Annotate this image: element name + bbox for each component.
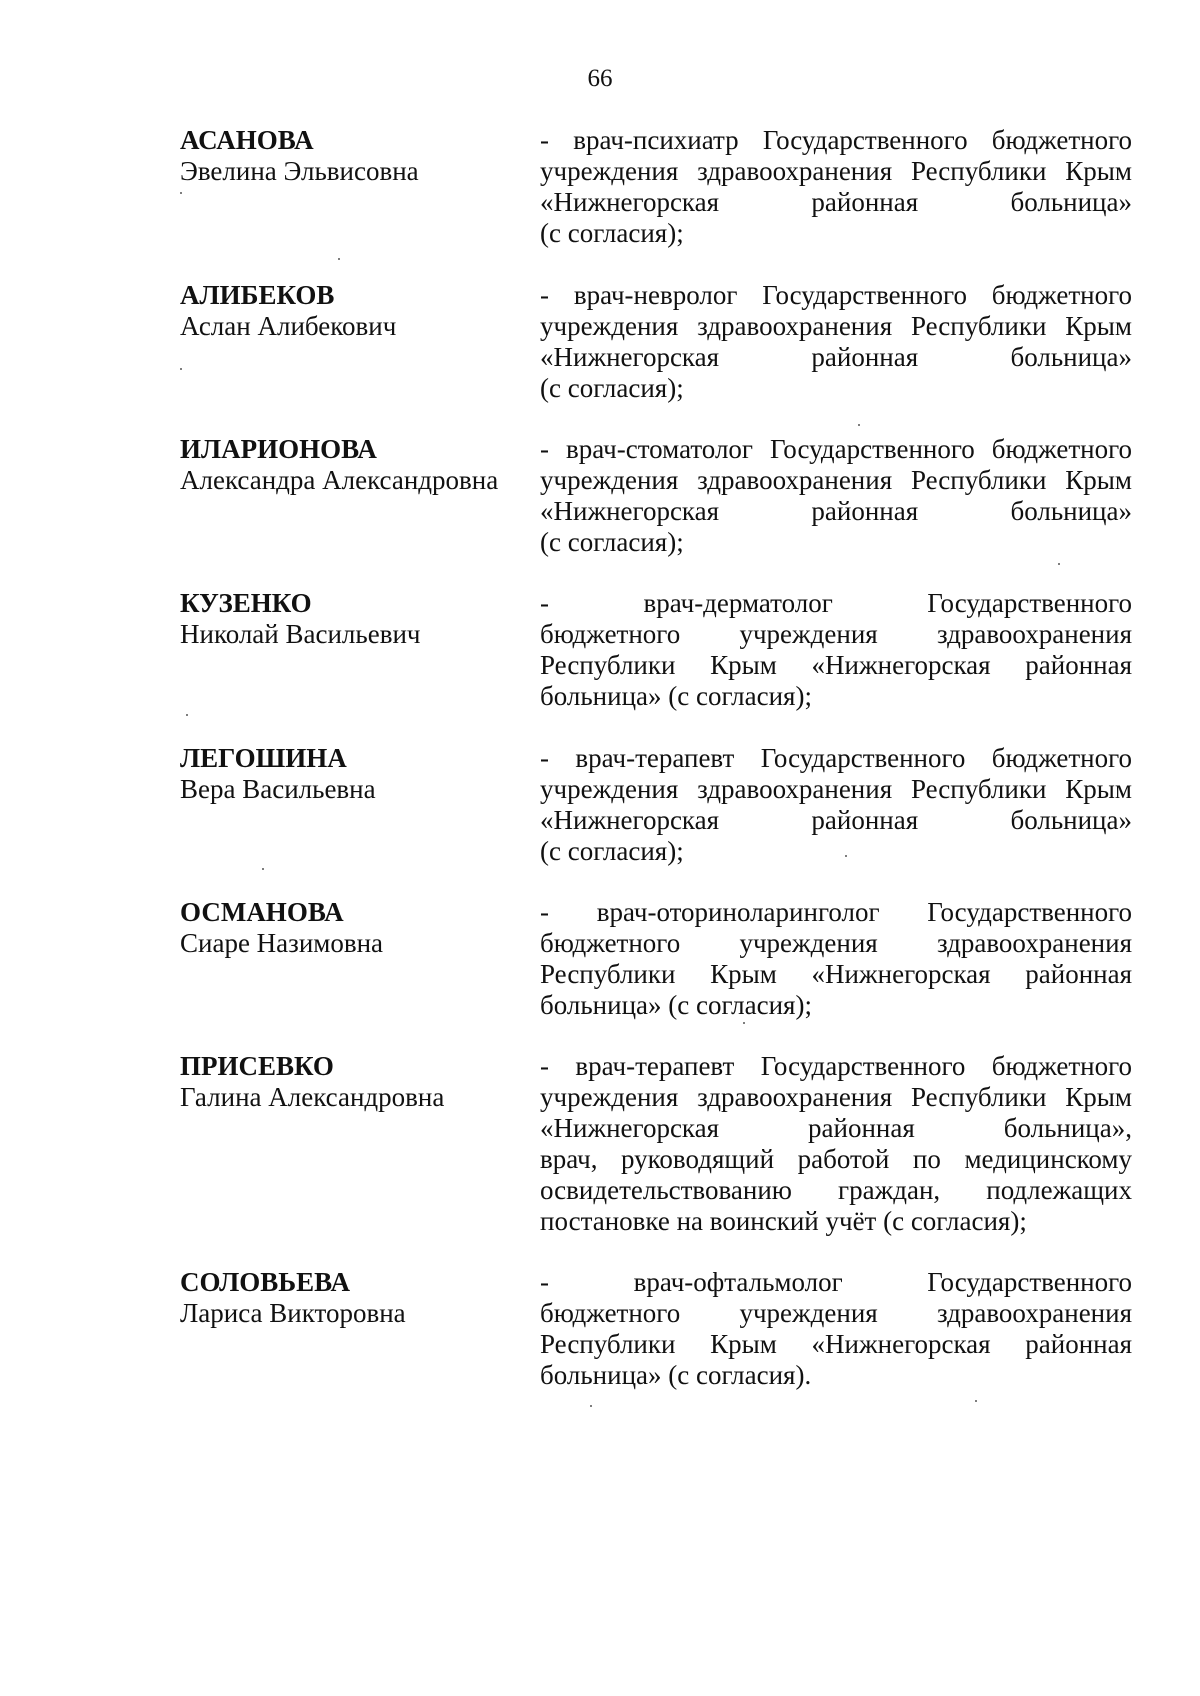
member-surname: ПРИСЕВКО (180, 1051, 334, 1081)
scan-speck (590, 1405, 592, 1407)
scan-speck (858, 424, 860, 426)
member-role (540, 897, 1132, 1021)
member-person (180, 897, 540, 959)
member-role (540, 280, 1132, 404)
scan-speck (180, 192, 182, 194)
member-role-line: (с согласия); (540, 373, 684, 403)
member-role (540, 588, 1132, 712)
member-entry (0, 1267, 1200, 1397)
member-entry (0, 125, 1200, 255)
member-given-names: Вера Васильевна (180, 774, 376, 804)
member-role-line: (с согласия); (540, 836, 684, 866)
scan-speck (975, 1400, 977, 1402)
member-role-line: бюджетного учреждения здравоохранения (540, 619, 1132, 649)
member-role-line: «Нижнегорская районная больница» (540, 342, 1132, 372)
member-role-line: учреждения здравоохранения Республики Крым (540, 1082, 1132, 1112)
member-role-line: освидетельствованию граждан, подлежащих (540, 1175, 1132, 1205)
member-role-line: - врач-терапевт Государственного бюджетного (540, 1051, 1132, 1081)
member-role-line: «Нижнегорская районная больница» (540, 805, 1132, 835)
member-given-names: Эвелина Эльвисовна (180, 156, 419, 186)
member-entry (0, 588, 1200, 718)
member-person (180, 434, 540, 496)
member-role-line: - врач-стоматолог Государственного бюджетного (540, 434, 1132, 464)
member-given-names: Сиаре Назимовна (180, 928, 384, 958)
member-role (540, 1051, 1132, 1237)
scan-speck (338, 258, 340, 260)
member-role-line: врач, руководящий работой по медицинскому (540, 1144, 1132, 1174)
member-entry (0, 743, 1200, 873)
member-role-line: «Нижнегорская районная больница», (540, 1113, 1132, 1143)
member-role-line: «Нижнегорская районная больница» (540, 187, 1132, 217)
member-role-line: учреждения здравоохранения Республики Крым (540, 311, 1132, 341)
scan-speck (845, 855, 847, 857)
member-given-names: Николай Васильевич (180, 619, 421, 649)
member-surname: ИЛАРИОНОВА (180, 434, 377, 464)
member-surname: КУЗЕНКО (180, 588, 312, 618)
member-person (180, 280, 540, 342)
member-surname: ОСМАНОВА (180, 897, 344, 927)
member-role (540, 743, 1132, 867)
scan-speck (186, 714, 188, 716)
member-role-line: учреждения здравоохранения Республики Крым (540, 156, 1132, 186)
member-person (180, 125, 540, 187)
member-given-names: Галина Александровна (180, 1082, 445, 1112)
member-person (180, 743, 540, 805)
member-role-line: Республики Крым «Нижнегорская районная (540, 650, 1132, 680)
member-entry (0, 897, 1200, 1027)
member-role-line: бюджетного учреждения здравоохранения (540, 1298, 1132, 1328)
member-role-line: - врач-психиатр Государственного бюджетного (540, 125, 1132, 155)
member-role-line: (с согласия); (540, 218, 684, 248)
member-person (180, 1267, 540, 1329)
member-entry (0, 1051, 1200, 1236)
member-surname: АСАНОВА (180, 125, 314, 155)
member-role (540, 1267, 1132, 1391)
member-role-line: (с согласия); (540, 527, 684, 557)
member-role-line: постановке на воинский учёт (с согласия); (540, 1206, 1027, 1236)
member-role-line: - врач-дерматолог Государственного (540, 588, 1132, 618)
member-given-names: Лариса Викторовна (180, 1298, 406, 1328)
member-role-line: - врач-невролог Государственного бюджетного (540, 280, 1132, 310)
member-role-line: - врач-оториноларинголог Государственного (540, 897, 1132, 927)
member-role (540, 125, 1132, 249)
member-surname: ЛЕГОШИНА (180, 743, 347, 773)
scan-speck (262, 868, 264, 870)
member-role-line: Республики Крым «Нижнегорская районная (540, 959, 1132, 989)
page-number: 66 (587, 65, 613, 92)
member-person (180, 588, 540, 650)
scan-speck (743, 1022, 745, 1024)
member-role-line: бюджетного учреждения здравоохранения (540, 928, 1132, 958)
member-role-line: Республики Крым «Нижнегорская районная (540, 1329, 1132, 1359)
member-role-line: - врач-терапевт Государственного бюджетного (540, 743, 1132, 773)
member-entry (0, 434, 1200, 564)
member-surname: СОЛОВЬЕВА (180, 1267, 350, 1297)
member-role (540, 434, 1132, 558)
member-role-line: больница» (с согласия). (540, 1360, 812, 1390)
member-role-line: учреждения здравоохранения Республики Крым (540, 465, 1132, 495)
scan-speck (180, 368, 182, 370)
member-entry (0, 280, 1200, 410)
member-role-line: больница» (с согласия); (540, 990, 812, 1020)
scan-speck (1058, 563, 1060, 565)
member-person (180, 1051, 540, 1113)
member-role-line: учреждения здравоохранения Республики Крым (540, 774, 1132, 804)
member-given-names: Александра Александровна (180, 465, 499, 495)
member-role-line: - врач-офтальмолог Государственного (540, 1267, 1132, 1297)
member-surname: АЛИБЕКОВ (180, 280, 335, 310)
member-given-names: Аслан Алибекович (180, 311, 397, 341)
member-role-line: больница» (с согласия); (540, 681, 812, 711)
member-role-line: «Нижнегорская районная больница» (540, 496, 1132, 526)
